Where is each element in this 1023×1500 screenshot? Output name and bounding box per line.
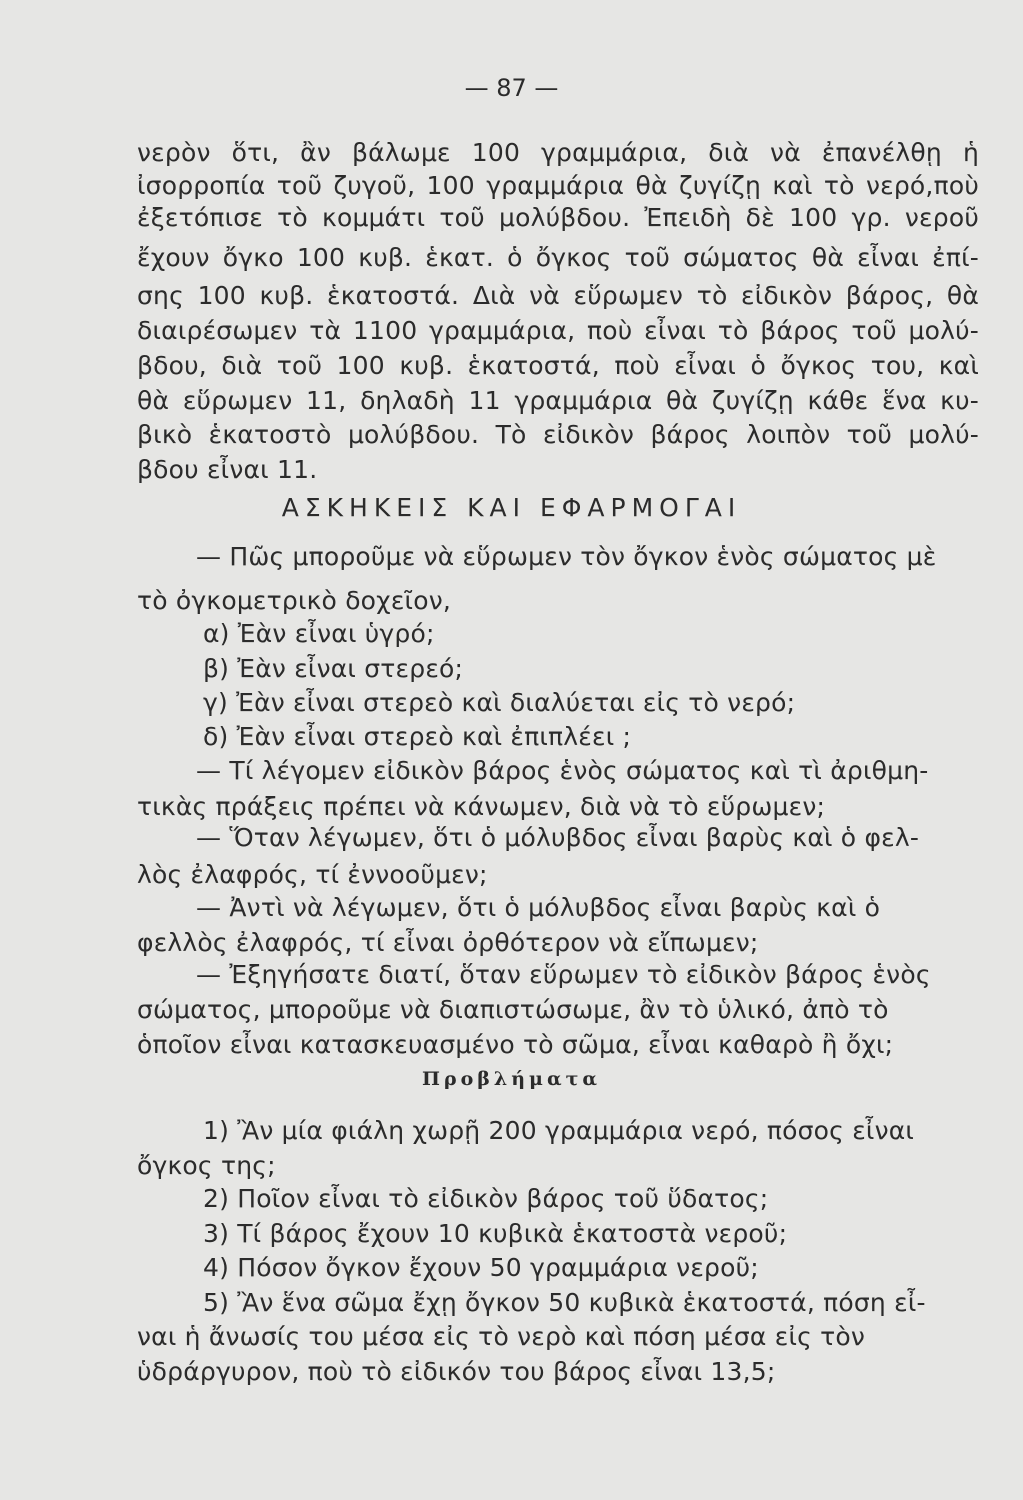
- exercise-line: λὸς ἐλαφρός, τί ἐννοοῦμεν;: [137, 860, 488, 889]
- paragraph-line: ἰσορροπία τοῦ ζυγοῦ, 100 γραμμάρια θὰ ζυγίζῃ καὶ τὸ νερό,ποὺ: [137, 171, 979, 200]
- paragraph-line: ἔχουν ὄγκο 100 κυβ. ἑκατ. ὁ ὄγκος τοῦ σώματος θὰ εἶναι ἐπί-: [137, 243, 979, 272]
- exercises-heading: ΑΣΚΗΚΕΙΣ ΚΑΙ ΕΦΑΡΜΟΓΑΙ: [281, 493, 742, 522]
- page-number: — 87 —: [464, 74, 559, 102]
- problem-line: ὄγκος της;: [137, 1151, 276, 1180]
- exercise-line: τικὰς πράξεις πρέπει νὰ κάνωμεν, διὰ νὰ τὸ εὕρωμεν;: [137, 792, 826, 821]
- problem-line: ναι ἡ ἄνωσίς του μέσα εἰς τὸ νερὸ καὶ πόση μέσα εἰς τὸν: [137, 1322, 866, 1351]
- exercise-line: — Πῶς μποροῦμε νὰ εὕρωμεν τὸν ὄγκον ἑνὸς σώματος μὲ: [196, 542, 937, 571]
- exercise-line: σώματος, μποροῦμε νὰ διαπιστώσωμε, ἂν τὸ ὑλικό, ἀπὸ τὸ: [137, 995, 889, 1024]
- problems-heading: Προβλήματα: [422, 1068, 601, 1090]
- paragraph-line: θὰ εὕρωμεν 11, δηλαδὴ 11 γραμμάρια θὰ ζυγίζῃ κάθε ἕνα κυ-: [137, 386, 979, 415]
- exercise-line: ὁποῖον εἶναι κατασκευασμένο τὸ σῶμα, εἶναι καθαρὸ ἢ ὄχι;: [137, 1030, 894, 1059]
- problem-line: 4) Πόσον ὄγκον ἔχουν 50 γραμμάρια νεροῦ;: [203, 1253, 759, 1282]
- problem-line: 3) Τί βάρος ἔχουν 10 κυβικὰ ἑκατοστὰ νεροῦ;: [203, 1219, 788, 1248]
- problem-line: 1) Ἂν μία φιάλη χωρῇ 200 γραμμάρια νερό, πόσος εἶναι: [203, 1116, 915, 1145]
- exercise-line: β) Ἐὰν εἶναι στερεό;: [203, 654, 464, 683]
- exercise-line: φελλὸς ἐλαφρός, τί εἶναι ὀρθότερον νὰ εἴπωμεν;: [137, 928, 759, 957]
- exercise-line: δ) Ἐὰν εἶναι στερεὸ καὶ ἐπιπλέει ;: [203, 722, 632, 751]
- exercise-line: — Ἐξηγήσατε διατί, ὅταν εὕρωμεν τὸ εἰδικὸν βάρος ἑνὸς: [196, 960, 931, 989]
- paragraph-line: σης 100 κυβ. ἑκατοστά. Διὰ νὰ εὕρωμεν τὸ εἰδικὸν βάρος, θὰ: [137, 281, 979, 310]
- problem-line: ὑδράργυρον, ποὺ τὸ εἰδικόν του βάρος εἶναι 13,5;: [137, 1357, 776, 1386]
- paragraph-line: νερὸν ὅτι, ἂν βάλωμε 100 γραμμάρια, διὰ νὰ ἐπανέλθῃ ἡ: [137, 138, 979, 167]
- paragraph-line: βδου εἶναι 11.: [137, 455, 318, 484]
- exercise-line: — Ὅταν λέγωμεν, ὅτι ὁ μόλυβδος εἶναι βαρὺς καὶ ὁ φελ-: [196, 823, 920, 852]
- exercise-line: — Τί λέγομεν εἰδικὸν βάρος ἑνὸς σώματος καὶ τὶ ἀριθμη-: [196, 756, 929, 785]
- exercise-line: α) Ἐὰν εἶναι ὑγρό;: [203, 619, 435, 648]
- exercise-line: — Ἀντὶ νὰ λέγωμεν, ὅτι ὁ μόλυβδος εἶναι βαρὺς καὶ ὁ: [196, 893, 881, 922]
- exercise-line: γ) Ἐὰν εἶναι στερεὸ καὶ διαλύεται εἰς τὸ νερό;: [203, 688, 796, 717]
- paragraph-line: βικὸ ἑκατοστὸ μολύβδου. Τὸ εἰδικὸν βάρος λοιπὸν τοῦ μολύ-: [137, 420, 979, 449]
- problem-line: 2) Ποῖον εἶναι τὸ εἰδικὸν βάρος τοῦ ὕδατος;: [203, 1184, 769, 1213]
- paragraph-line: βδου, διὰ τοῦ 100 κυβ. ἑκατοστά, ποὺ εἶναι ὁ ὄγκος του, καὶ: [137, 351, 979, 380]
- exercise-line: τὸ ὀγκομετρικὸ δοχεῖον,: [137, 586, 451, 615]
- paragraph-line: διαιρέσωμεν τὰ 1100 γραμμάρια, ποὺ εἶναι τὸ βάρος τοῦ μολύ-: [137, 316, 979, 345]
- paragraph-line: ἐξετόπισε τὸ κομμάτι τοῦ μολύβδου. Ἐπειδὴ δὲ 100 γρ. νεροῦ: [137, 203, 979, 232]
- problem-line: 5) Ἂν ἕνα σῶμα ἔχῃ ὄγκον 50 κυβικὰ ἑκατοστά, πόση εἶ-: [203, 1288, 926, 1317]
